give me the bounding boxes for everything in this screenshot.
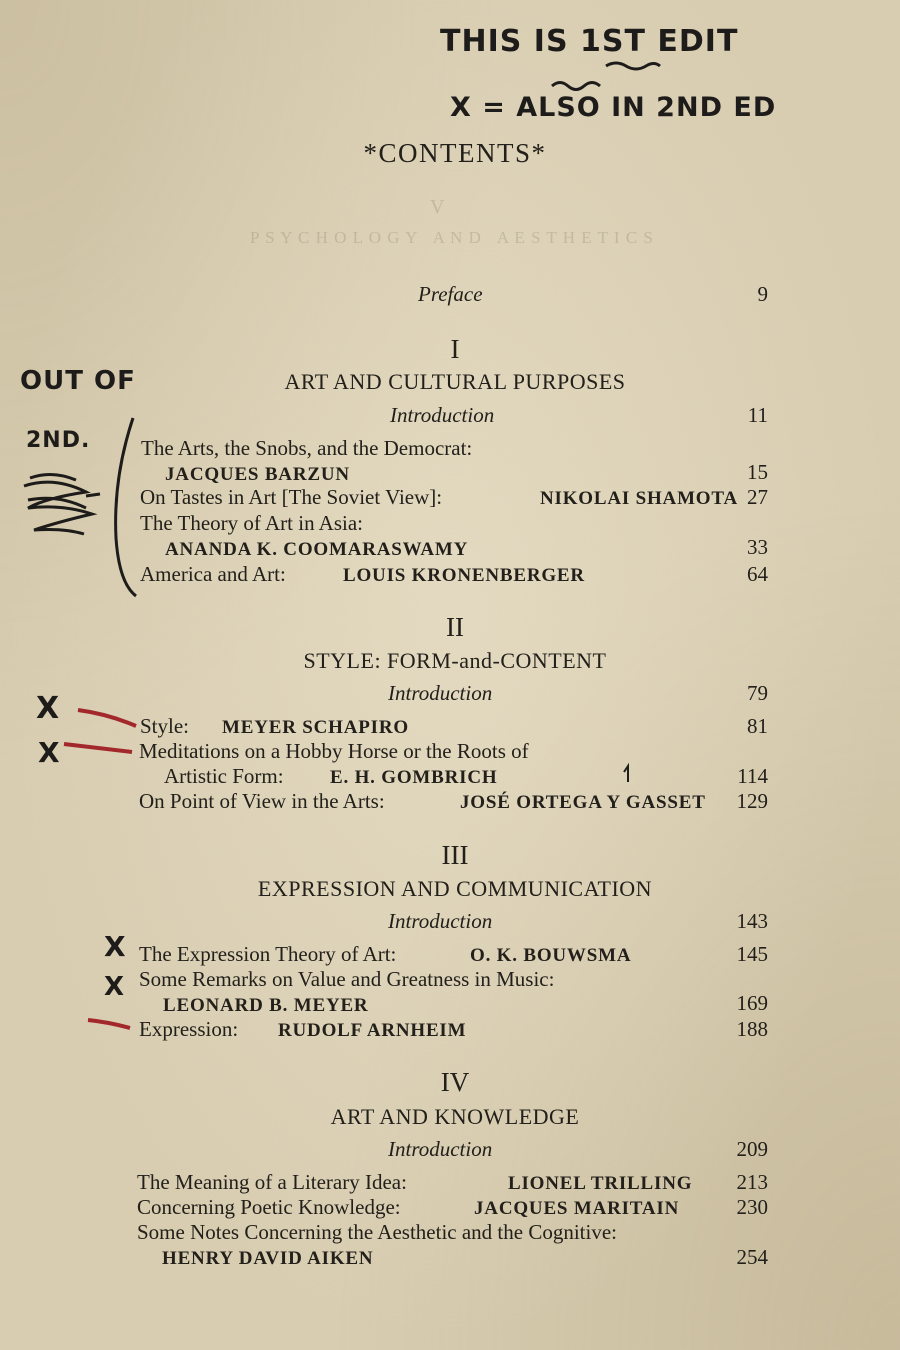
entry-title: Meditations on a Hobby Horse or the Roots of: [139, 739, 529, 763]
entry-title: The Theory of Art in Asia:: [140, 511, 363, 535]
entry-page: 64: [747, 562, 768, 586]
section-i-bracket: [116, 418, 136, 596]
entry-author: LIONEL TRILLING: [508, 1173, 693, 1194]
handwritten-note-out-of: OUT OF: [20, 366, 136, 396]
section-intro: Introduction: [390, 403, 495, 427]
entry-title: Concerning Poetic Knowledge:: [137, 1195, 401, 1219]
section-intro-page: 209: [736, 1137, 768, 1161]
entry-author: NIKOLAI SHAMOTA: [540, 488, 738, 509]
section-numeral: II: [446, 612, 464, 642]
squiggle-under-1st: [606, 63, 660, 69]
entry-title: America and Art:: [140, 562, 286, 586]
section-intro: Introduction: [388, 909, 493, 933]
red-dash: [88, 1020, 130, 1028]
section-numeral: I: [450, 334, 460, 364]
handwritten-note-also-second-ed: X = ALSO IN 2ND ED: [450, 92, 777, 123]
entry-page: 169: [736, 991, 768, 1015]
entry-page: 230: [736, 1195, 768, 1219]
entry-author: O. K. BOUWSMA: [470, 945, 632, 966]
entry-author: HENRY DAVID AIKEN: [162, 1248, 374, 1269]
section-intro-page: 79: [747, 681, 768, 705]
x-mark: X: [38, 736, 60, 769]
entry-title: Expression:: [139, 1017, 239, 1041]
handwritten-note-second: 2ND.: [26, 428, 91, 453]
entry-author: MEYER SCHAPIRO: [222, 717, 409, 738]
section-heading: EXPRESSION AND COMMUNICATION: [257, 876, 653, 901]
bleed-through-text: V: [430, 196, 446, 218]
section-intro-page: 143: [736, 909, 768, 933]
bleed-through-text: P S Y C H O L O G Y A N D A E S T H E T I C S: [250, 228, 654, 247]
pencil-tick: [624, 766, 628, 782]
entry-title: The Arts, the Snobs, and the Democrat:: [141, 436, 473, 460]
entry-page: 213: [736, 1170, 768, 1194]
section-numeral: IV: [440, 1067, 470, 1097]
entry-page: 188: [736, 1017, 768, 1041]
entry-title: Style:: [140, 714, 190, 738]
handwritten-note-first-edit: THIS IS 1ST EDIT: [440, 24, 739, 59]
entry-author: LOUIS KRONENBERGER: [343, 565, 585, 586]
entry-page: 254: [736, 1245, 768, 1269]
entry-author: RUDOLF ARNHEIM: [278, 1020, 467, 1041]
entry-title: The Meaning of a Literary Idea:: [137, 1170, 407, 1194]
entry-title: On Point of View in the Arts:: [139, 789, 385, 813]
section-intro-page: 11: [747, 403, 768, 427]
entry-author: E. H. GOMBRICH: [330, 767, 498, 788]
entry-page: 145: [736, 942, 768, 966]
entry-title: Some Notes Concerning the Aesthetic and the Cognitive:: [137, 1220, 617, 1244]
entry-title: The Expression Theory of Art:: [139, 942, 397, 966]
preface-label: Preface: [418, 282, 483, 306]
entry-page: 114: [737, 764, 768, 788]
section-intro: Introduction: [388, 681, 493, 705]
entry-page: 15: [747, 460, 768, 484]
x-mark: X: [36, 691, 60, 726]
x-mark: X: [104, 930, 126, 963]
section-heading: STYLE: FORM-and-CONTENT: [303, 648, 607, 673]
entry-title: Some Remarks on Value and Greatness in Music:: [139, 967, 555, 991]
section-heading: ART AND KNOWLEDGE: [330, 1104, 580, 1129]
entry-page: 27: [747, 485, 768, 509]
entry-page: 81: [747, 714, 768, 738]
preface-page: 9: [757, 282, 768, 306]
entry-author: JACQUES MARITAIN: [474, 1198, 680, 1219]
red-dash: [78, 710, 136, 726]
entry-author: LEONARD B. MEYER: [163, 995, 369, 1016]
section-intro: Introduction: [388, 1137, 493, 1161]
section-numeral: III: [441, 840, 469, 870]
squiggle-above-also: [552, 83, 600, 90]
entry-title: On Tastes in Art [The Soviet View]:: [140, 485, 443, 509]
contents-title: *CONTENTS*: [363, 138, 547, 168]
entry-page: 33: [747, 535, 768, 559]
section-heading: ART AND CULTURAL PURPOSES: [284, 369, 626, 394]
entry-title-continued: Artistic Form:: [164, 764, 284, 788]
entry-author: JOSÉ ORTEGA Y GASSET: [460, 792, 706, 813]
entry-author: ANANDA K. COOMARASWAMY: [165, 539, 469, 560]
scribble-mark: [24, 474, 100, 534]
entry-page: 129: [736, 789, 768, 813]
x-mark: X: [104, 972, 125, 1002]
entry-author: JACQUES BARZUN: [165, 464, 350, 485]
red-dash: [64, 744, 132, 752]
